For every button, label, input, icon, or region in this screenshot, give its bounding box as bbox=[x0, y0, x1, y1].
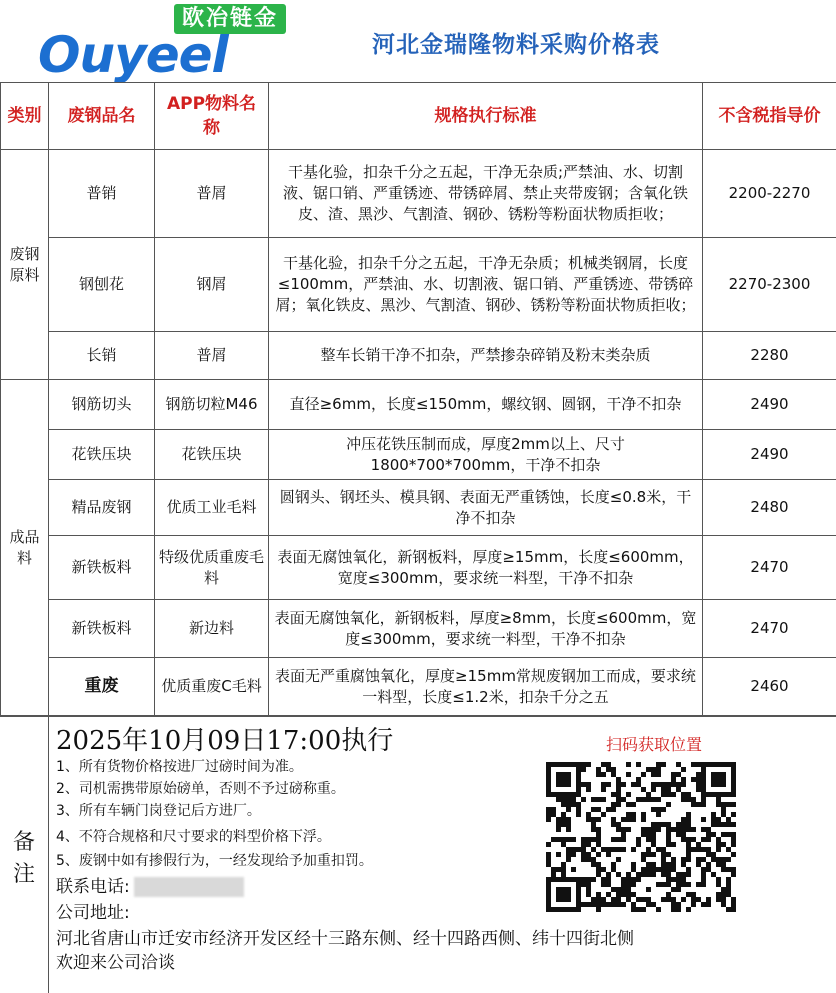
col-header-spec: 规格执行标准 bbox=[269, 83, 703, 150]
scrap-name-cell: 钢刨花 bbox=[49, 238, 155, 332]
remarks-side bbox=[0, 717, 49, 993]
spec-cell: 表面无严重腐蚀氧化，厚度≥15mm常规废钢加工而成，要求统一料型，长度≤1.2米，扣杂千分之五 bbox=[269, 658, 703, 716]
table-row bbox=[1, 380, 836, 430]
col-header-app-name bbox=[155, 83, 269, 150]
price-cell: 2460 bbox=[703, 658, 836, 716]
table-row bbox=[1, 150, 836, 238]
app-name-cell: 普屑 bbox=[155, 150, 269, 238]
scrap-name-text: 重废 bbox=[84, 676, 120, 697]
price-cell: 2470 bbox=[703, 600, 836, 658]
col-header-category: 类别 bbox=[1, 83, 49, 150]
app-name-cell: 优质工业毛料 bbox=[155, 480, 269, 536]
col-header-scrap-name: 废钢品名 bbox=[49, 83, 155, 150]
welcome-text: 欢迎来公司洽谈 bbox=[56, 952, 175, 974]
price-cell: 2490 bbox=[703, 380, 836, 430]
spec-cell: 直径≥6mm，长度≤150mm，螺纹钢、圆钢，干净不扣杂 bbox=[269, 380, 703, 430]
spec-cell: 干基化验，扣杂千分之五起，干净无杂质;严禁油、水、切割液、锯口销、严重锈迹、带锈碎屑、禁止夹带废钢；含氧化铁皮、渣、黑沙、气割渣、钢砂、锈粉等粉面状物质拒收； bbox=[269, 150, 703, 238]
table-row bbox=[1, 238, 836, 332]
category-label: 成品料 bbox=[8, 527, 42, 569]
table-header-row bbox=[1, 83, 836, 150]
price-cell: 2480 bbox=[703, 480, 836, 536]
address-text: 河北省唐山市迁安市经济开发区经十三路东侧、经十四路西侧、纬十四街北侧 bbox=[56, 928, 634, 950]
scrap-name-cell: 普销 bbox=[49, 150, 155, 238]
execution-date: 2025年10月09日17:00执行 bbox=[56, 720, 393, 757]
col-header-app-name-text: APP物料名 称 bbox=[167, 92, 257, 140]
price-cell: 2280 bbox=[703, 332, 836, 380]
logo-cn-text: 欧冶链金 bbox=[174, 4, 286, 34]
scrap-name-cell: 新铁板料 bbox=[49, 600, 155, 658]
header bbox=[0, 0, 836, 83]
spec-cell: 表面无腐蚀氧化，新钢板料，厚度≥8mm，长度≤600mm，宽度≤300mm，要求统一料型，干净不扣杂 bbox=[269, 600, 703, 658]
phone-number-redacted bbox=[134, 877, 244, 897]
scan-location-label: 扫码获取位置 bbox=[606, 732, 702, 755]
phone-label: 联系电话: bbox=[56, 877, 130, 897]
scrap-name-cell: 花铁压块 bbox=[49, 430, 155, 480]
app-name-cell: 特级优质重废毛料 bbox=[155, 536, 269, 600]
table-row bbox=[1, 480, 836, 536]
app-name-cell: 钢屑 bbox=[155, 238, 269, 332]
app-name-cell: 新边料 bbox=[155, 600, 269, 658]
note-item: 1、所有货物价格按进厂过磅时间为准。 bbox=[56, 758, 303, 776]
logo-en-text: Ouyeel bbox=[38, 26, 228, 84]
note-item: 3、所有车辆门岗登记后方进厂。 bbox=[56, 802, 261, 820]
category-cell bbox=[1, 380, 49, 716]
price-cell: 2200-2270 bbox=[703, 150, 836, 238]
remarks-label: 备注 bbox=[12, 827, 36, 891]
scrap-name-cell: 长销 bbox=[49, 332, 155, 380]
scrap-name-cell: 精品废钢 bbox=[49, 480, 155, 536]
spec-cell: 冲压花铁压制而成，厚度2mm以上、尺寸1800*700*700mm，干净不扣杂 bbox=[269, 430, 703, 480]
price-cell: 2270-2300 bbox=[703, 238, 836, 332]
spec-cell: 圆钢头、钢坯头、模具钢、表面无严重锈蚀，长度≤0.8米，干净不扣杂 bbox=[269, 480, 703, 536]
table-row bbox=[1, 536, 836, 600]
app-name-cell: 优质重废C毛料 bbox=[155, 658, 269, 716]
scrap-name-cell bbox=[49, 658, 155, 716]
qr-code-graphic bbox=[546, 762, 736, 912]
scrap-name-cell: 新铁板料 bbox=[49, 536, 155, 600]
table-row bbox=[1, 430, 836, 480]
note-item: 4、不符合规格和尺寸要求的料型价格下浮。 bbox=[56, 828, 331, 846]
price-cell: 2490 bbox=[703, 430, 836, 480]
ouyeel-logo bbox=[34, 4, 334, 80]
note-item: 5、废钢中如有掺假行为，一经发现给予加重扣罚。 bbox=[56, 852, 373, 870]
spec-cell: 整车长销干净不扣杂，严禁掺杂碎销及粉末类杂质 bbox=[269, 332, 703, 380]
app-name-cell: 花铁压块 bbox=[155, 430, 269, 480]
app-name-cell: 普屑 bbox=[155, 332, 269, 380]
table-row bbox=[1, 658, 836, 716]
category-label: 废钢原料 bbox=[8, 244, 42, 286]
address-label: 公司地址: bbox=[56, 902, 130, 924]
price-cell: 2470 bbox=[703, 536, 836, 600]
app-name-cell: 钢筋切粒M46 bbox=[155, 380, 269, 430]
col-header-price: 不含税指导价 bbox=[703, 83, 836, 150]
category-cell bbox=[1, 150, 49, 380]
spec-cell: 表面无腐蚀氧化，新钢板料，厚度≥15mm，长度≤600mm，宽度≤300mm，要求统一料型，干净不扣杂 bbox=[269, 536, 703, 600]
scrap-name-cell: 钢筋切头 bbox=[49, 380, 155, 430]
table-row bbox=[1, 600, 836, 658]
table-row bbox=[1, 332, 836, 380]
spec-cell: 干基化验，扣杂千分之五起，干净无杂质；机械类钢屑，长度≤100mm，严禁油、水、切割液、锯口销、严重锈迹、带锈碎屑；氧化铁皮、黑沙、气割渣、钢砂、锈粉等粉面状物质拒收； bbox=[269, 238, 703, 332]
note-item: 2、司机需携带原始磅单，否则不予过磅称重。 bbox=[56, 780, 345, 798]
qr-code-icon[interactable] bbox=[546, 762, 736, 912]
price-table bbox=[0, 82, 836, 716]
phone-line bbox=[56, 876, 244, 898]
page-title: 河北金瑞隆物料采购价格表 bbox=[372, 26, 660, 59]
